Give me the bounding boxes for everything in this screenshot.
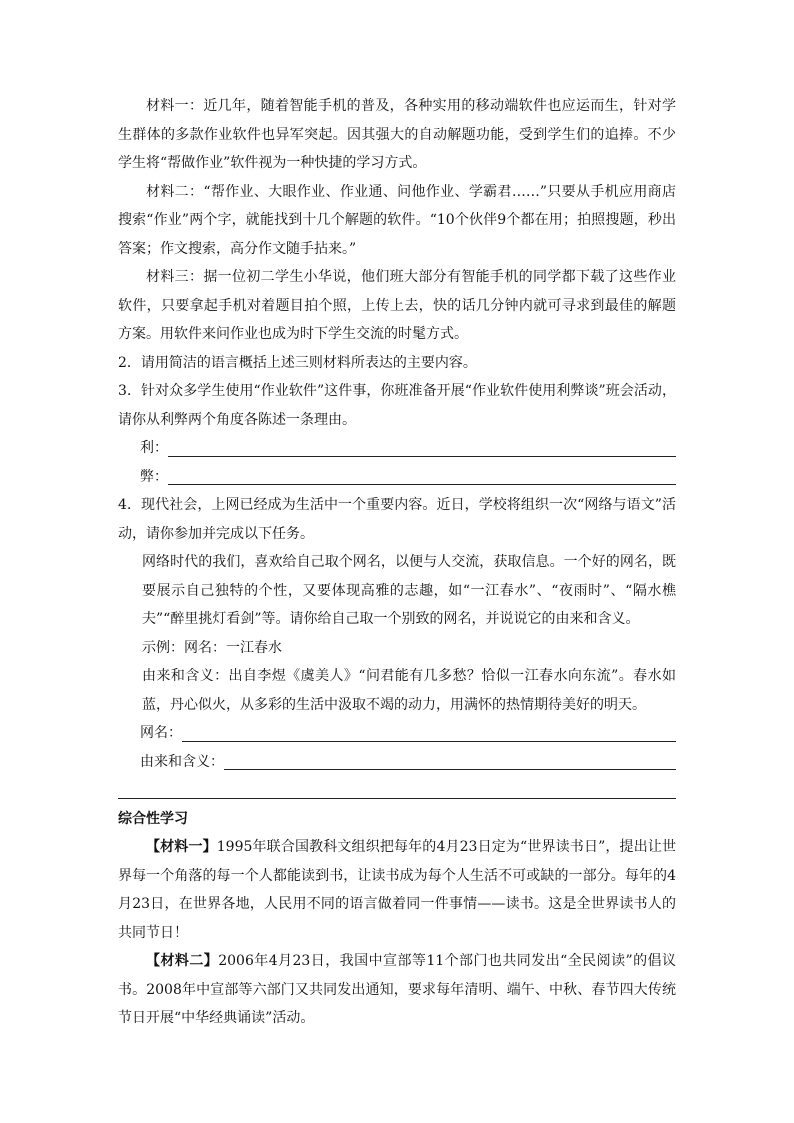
q3-con-answer-line[interactable] (168, 466, 676, 485)
q4-meaning-label: 由来和含义： (140, 753, 224, 770)
section-material-2-tag: 【材料二】 (146, 953, 219, 969)
q3-con-label: 弊： (140, 468, 168, 485)
q4-meaning-row (118, 748, 676, 777)
section-title: 综合性学习 (118, 810, 188, 827)
q4-meaning-extra-row (118, 776, 676, 805)
q3-pro-answer-line[interactable] (168, 438, 676, 457)
q4-example-meaning: 由来和含义：出自李煜《虞美人》“问君能有几多愁？恰似一江春水向东流”。春水如蓝，丹心似火，从多彩的生活中汲取不竭的动力，用满怀的热情期待美好的明天。 (142, 668, 676, 713)
question-2: 2．请用简洁的语言概括上述三则材料所表达的主要内容。 (118, 354, 477, 371)
section-material-1-text: 1995年联合国教科文组织把每年的4月23日定为“世界读书日”，提出让世界每一个角落的每一个人都能读到书，让读书成为每个人生活不可或缺的一部分。每年的4月23日，在世界各地，人民用不同的语言做着同一件事情——读书。这是全世界读书人的共同节日！ (118, 839, 677, 941)
material-2-paragraph: 材料二：“帮作业、大眼作业、作业通、问他作业、学霸君……”只要从手机应用商店搜索“作业”两个字，就能找到十几个解题的软件。“10个伙伴9个都在用；拍照搜题，秒出答案；作文搜索，高分作文随手拈来。” (118, 183, 676, 257)
q4-example: 示例：网名：一江春水 (142, 639, 282, 656)
section-material-2 (118, 947, 676, 1033)
question-3: 3．针对众多学生使用“作业软件”这件事，你班准备开展“作业软件使用利弊谈”班会活动，请你从利弊两个角度各陈述一条理由。 (118, 383, 676, 428)
q4-meaning-extra-line[interactable] (118, 780, 676, 799)
material-3-paragraph: 材料三：据一位初二学生小华说，他们班大部分有智能手机的同学都下载了这些作业软件，只要拿起手机对着题目拍个照，上传上去，快的话几分钟内就可寻求到最佳的解题方案。用软件来问作业也成为时下学生交流的时髦方式。 (118, 269, 676, 342)
q3-pro-label: 利： (140, 440, 168, 456)
q4-name-row (118, 719, 676, 748)
question-4: 4．现代社会，上网已经成为生活中一个重要内容。近日，学校将组织一次“网络与语文”活动，请你参加并完成以下任务。 (118, 497, 676, 542)
q4-name-answer-line[interactable] (182, 723, 676, 742)
q3-pro-row (118, 434, 676, 463)
q4-description: 网络时代的我们，喜欢给自己取个网名，以便与人交流，获取信息。一个好的网名，既要展示自己独特的个性，又要体现高雅的志趣，如“一江春水”、“夜雨时”、“隔水樵夫”“醉里挑灯看剑”等。请你给自己取一个别致的网名，并说说它的由来和含义。 (142, 554, 676, 627)
material-1-paragraph: 材料一：近几年，随着智能手机的普及，各种实用的移动端软件也应运而生，针对学生群体的多款作业软件也异军突起。因其强大的自动解题功能，受到学生们的追捧。不少学生将“帮做作业”软件视为一种快捷的学习方式。 (118, 98, 676, 171)
section-material-2-text: 2006年4月23日，我国中宣部等11个部门也共同发出“全民阅读”的倡议书。2008年中宣部等六部门又共同发出通知，要求每年清明、端午、中秋、春节四大传统节日开展“中华经典诵读”活动。 (118, 953, 676, 1026)
section-material-1-tag: 【材料一】 (146, 839, 217, 855)
q4-meaning-answer-line[interactable] (224, 751, 676, 770)
q3-con-row (118, 463, 676, 492)
q4-name-label: 网名： (140, 725, 182, 741)
document-page (118, 92, 676, 1033)
section-material-1 (118, 833, 676, 947)
